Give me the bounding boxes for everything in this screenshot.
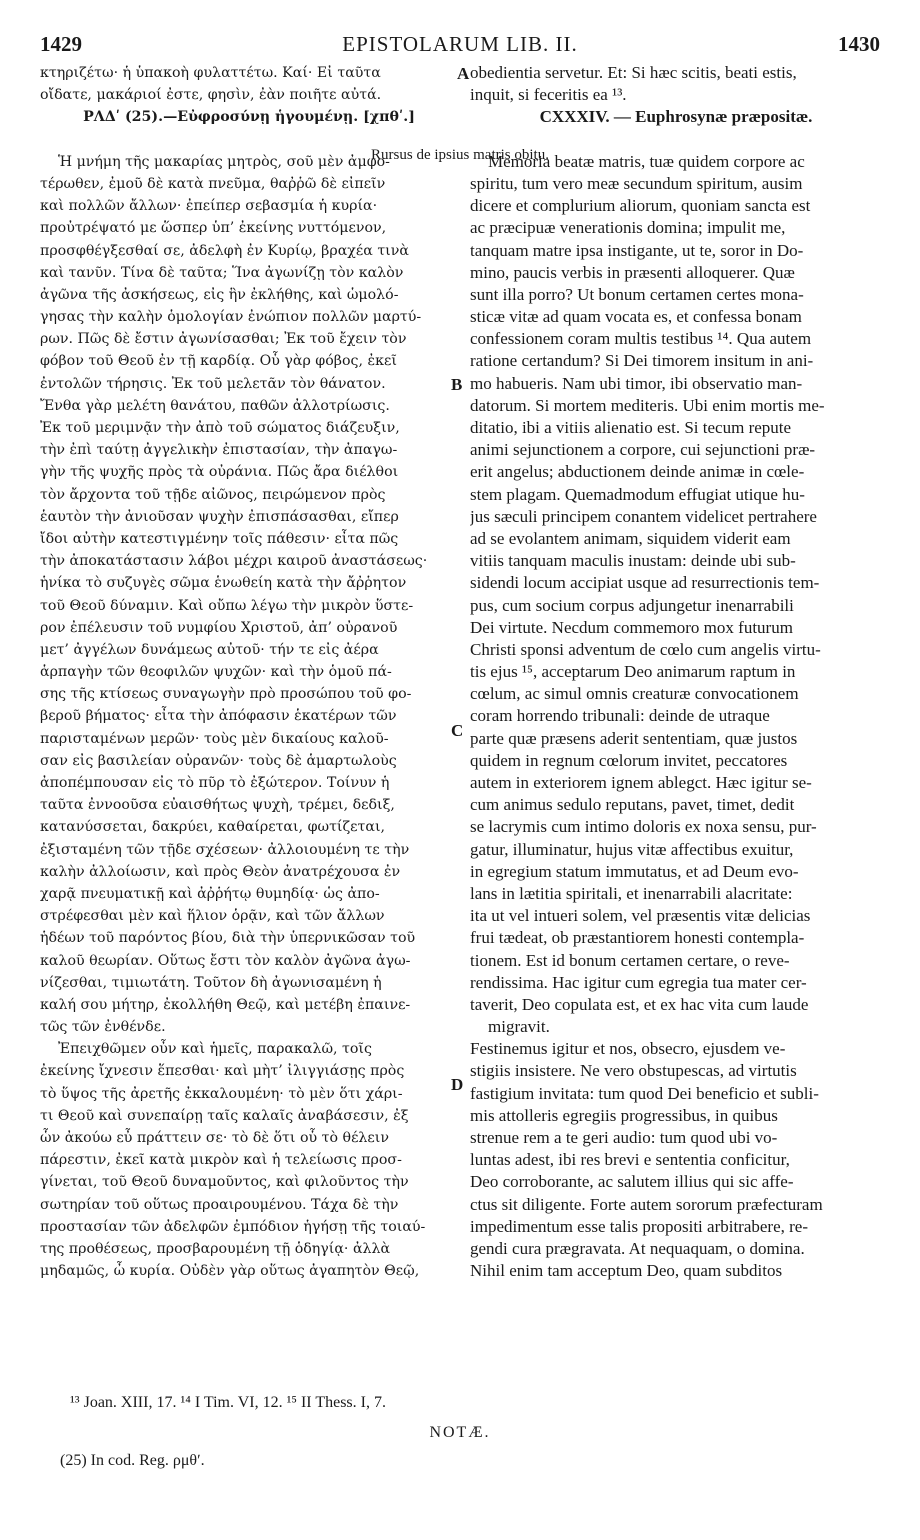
right-page-number: 1430 [838,32,880,56]
greek-line: μηδαμῶς, ὦ κυρία. Οὐδὲν γὰρ οὕτως ἀγαπητὸν Θεῷ, [40,1263,420,1280]
greek-line: προστασίαν τῶν ἀδελφῶν ἐμπόδιον ἡγήσῃ τῆς τοιαύ- [40,1218,426,1235]
latin-line: strenue rem a te geri audio: tum quod ubi vo- [470,1128,778,1147]
greek-line: ἴδοι αὐτὴν κατεστιγμένην τοῖς πάθεσιν· εἶτα πῶς [40,530,399,547]
latin-line: spiritu, tum vero meæ secundum spiritum, ausim [470,173,803,193]
greek-line: Ἡ μνήμη τῆς μακαρίας μητρὸς, σοῦ μὲν ἀμφο- [58,153,390,170]
latin-line: pus, cum socium corpus adjungetur inenarrabili [470,595,794,615]
greek-line: ρων. Πῶς δὲ ἔστιν ἀγωνίσασθαι; Ἐκ τοῦ ἔχειν τὸν [40,331,407,348]
greek-line: βεροῦ βήματος· εἶτα τὴν ἀπόφασιν ἑκατέρων τῶν [40,708,397,725]
latin-line: se lacrymis cum intimo doloris ex noxa sensu, pur- [470,817,817,837]
latin-line: stigiis insistere. Ne vero obstupescas, ad virtutis [470,1061,797,1081]
latin-line: vitiis tanquam maculis inustam: deinde ubi sub- [470,551,796,571]
latin-line: taverit, Deo copulata est, et ex hac vita cum laude [470,994,809,1014]
greek-line: τέρωθεν, ἐμοῦ δὲ κατὰ πνεῦμα, θαῤῥῶ δὲ εἰπεῖν [40,175,386,192]
greek-line: ἀγῶνα τῆς ἀσκήσεως, εἰς ἣν ἐκλήθης, καὶ ὡμολό- [40,286,399,303]
latin-line: Nihil enim tam acceptum Deo, quam subditos [470,1261,783,1281]
latin-line: quidem in regnum cœlorum invitet, peccatores [470,750,788,770]
greek-line: μετ’ ἀγγέλων δυνάμεως αὐτοῦ· τήν τε εἰς ἀέρα [40,641,379,658]
greek-line: Ἐπειχθῶμεν οὖν καὶ ἡμεῖς, παρακαλῶ, τοῖς [58,1041,372,1058]
latin-line: autem in exteriorem ignem ablegct. Hæc igitur se- [470,773,812,792]
greek-line: Ἔνθα γὰρ μελέτη θανάτου, παθῶν ἀλλοτρίωσις. [40,397,390,414]
latin-line: Memoria beatæ matris, tuæ quidem corpore ac [488,151,805,171]
letter-subtitle: Rursus de ipsius matris obitu. [371,147,549,163]
note-25: (25) In cod. Reg. ρμθʹ. [60,1452,205,1469]
greek-line: νίζεσθαι, τιμιωτάτη. Τοῦτον δὴ ἀγωνισαμένη ἡ [40,974,382,991]
greek-line: ἐντολῶν τήρησις. Ἐκ τοῦ μελετᾶν τὸν θάνατον. [40,375,386,392]
latin-line: dicere et complurium aliorum, quoniam sancta est [470,196,811,216]
greek-line: τῶς τῶν ἐνθένδε. [40,1019,166,1036]
latin-line: mo habueris. Nam ubi timor, ibi observatio man- [470,373,803,393]
latin-line: lans in lætitia spiritali, et inenarrabili alacritate: [470,883,793,903]
latin-line: rendissima. Hac igitur cum egregia tua mater cer- [470,972,807,992]
greek-line: ἐκείνης ἴχνεσιν ἕπεσθαι· καὶ μὴτ’ ἰλιγγιάσῃς πρὸς [40,1063,405,1080]
greek-line: κτηριζέτω· ἡ ὑπακοὴ φυλαττέτω. Καί· Εἰ ταῦτα [40,65,381,81]
latin-line: mino, paucis verbis in præsenti alloquerer. Quæ [470,262,795,282]
latin-line: in egregium statum immutatus, et ad Deum evo- [470,861,799,881]
greek-line: γὴν τῆς ψυχῆς πρὸς τὰ οὐράνια. Πῶς ἄρα διέλθοι [40,464,399,481]
latin-line: sidendi locum accipiat usque ad resurrectionis tem- [470,573,820,593]
greek-line: τὴν ἀποκατάστασιν λάβοι μέχρι καιροῦ ἀναστάσεως· [40,553,428,570]
greek-line: τι Θεοῦ καὶ συνεπαίρῃ ταῖς καλαῖς ἀναβάσεσιν, ἐξ [40,1107,409,1124]
latin-line: gatur, illuminatur, hujus vitæ affectibus exuitur, [470,839,794,859]
latin-line: obedientia servetur. Et: Si hæc scitis, beati estis, [470,63,797,82]
latin-line: cœlum, ac simul omnis creaturæ convocationem [470,684,799,704]
greek-line: καλή σου μήτηρ, ἐκολλήθη Θεῷ, καὶ μετέβη ἐπαινε- [40,996,411,1013]
latin-line: migravit. [488,1017,550,1037]
footnotes: ¹³ Joan. XIII, 17. ¹⁴ I Tim. VI, 12. ¹⁵ II Thess. I, 7. [70,1394,386,1411]
greek-line: χαρᾷ πνευματικῇ καὶ ἀῤῥήτῳ θυμηδίᾳ· ὡς ἀπο- [40,885,380,902]
greek-line: ἀποπέμπουσαν εἰς τὸ πῦρ τὸ ἐξώτερον. Τοίνυν ἡ [40,775,390,791]
greek-line: γίνεται, τοῦ Θεοῦ δυναμοῦντος, καὶ φιλοῦντος τὴν [40,1174,409,1191]
greek-line: ὧν ἀκούω εὖ πράττειν σε· τὸ δὲ ὅτι οὗ τὸ θέλειν [40,1130,389,1146]
greek-line: ΡΛΔʹ (25).—Εὐφροσύνῃ ἡγουμένῃ. [χπθʹ.] [83,109,415,126]
greek-line: ἡδέων τοῦ παρόντος βίου, διὰ τὴν ὑπερνικῶσαν τοῦ [40,930,416,947]
greek-column [40,62,458,1282]
latin-line: animi sejunctionem a corpore, cui sejunctioni præ- [470,440,816,460]
latin-line: stem plagam. Quemadmodum effugiat utique hu- [470,484,805,504]
greek-line: τοῦ Θεοῦ δύναμιν. Καὶ οὔπω λέγω τὴν μικρὸν ὕστε- [40,597,414,614]
latin-line: Festinemus igitur et nos, obsecro, ejusdem ve- [470,1039,786,1059]
greek-line: προὐτρέψατό με ὥσπερ ὑπ’ ἐκείνης νυττόμενον, [40,220,387,237]
latin-line: parte quæ præsens aderit sententiam, quæ justos [470,728,798,748]
latin-line: ratione certandum? Si Dei timorem insitum in ani- [470,351,814,371]
latin-line: confessionem coram multis testibus ¹⁴. Qua autem [470,329,812,349]
greek-line: Ἐκ τοῦ μεριμνᾷν τὴν ἀπὸ τοῦ σώματος διάζευξιν, [40,420,400,436]
latin-line: Deo corroborante, ac salutem illius qui sic affe- [470,1172,794,1192]
greek-line: γησας τὴν καλὴν ὁμολογίαν ἐνώπιον πολλῶν μαρτύ- [40,309,422,326]
latin-line: ditatio, ibi a vitiis alienatio est. Si tecum repute [470,418,792,437]
greek-line: ἐξισταμένη τῶν τῇδε σχέσεων· ἀλλοιουμένη τε τὴν [40,841,410,858]
greek-line: καλὴν ἀλλοίωσιν, καὶ πρὸς Θεὸν ἀνατρέχουσα ἐν [40,863,401,880]
latin-line: ac præcipuæ venerationis domina; impulit me, [470,218,786,238]
greek-line: τὸ ὕψος τῆς ἀρετῆς ἐκκαλουμένη· τὸ μὲν ὅτι χάρι- [40,1085,403,1102]
latin-line: fastigium invitata: tum quod Dei beneficio et subli- [470,1083,819,1103]
latin-line: inquit, si feceritis ea ¹³. [470,85,627,105]
latin-line: tionem. Est id bonum certamen certare, o reve- [470,950,790,970]
latin-line: luntas adest, ibi res brevi e sententia conficitur, [470,1150,790,1170]
running-title: EPISTOLARUM LIB. II. [342,32,578,56]
greek-line: οἴδατε, μακάριοί ἐστε, φησὶν, ἐὰν ποιῆτε αὐτά. [40,87,382,104]
latin-column [470,62,882,1282]
greek-line: καὶ πολλῶν ἄλλων· ἐπείπερ σεβασμία ἡ κυρία· [40,198,378,215]
greek-line: ἡνίκα τὸ συζυγὲς σῶμα ἑνωθείη κατὰ τὴν ἄῤῥητον [40,575,407,592]
greek-line: τὸν ἄρχοντα τοῦ τῇδε αἰῶνος, πειρώμενον πρὸς [40,486,386,503]
margin-letter-c: C [451,721,464,740]
notae-heading: NOTÆ. [429,1424,491,1441]
greek-line: κατανύσσεται, δακρύει, καθαίρεται, φωτίζεται, [40,819,386,836]
greek-line: σωτηρίαν τοῦ οὕτως προαιρουμένου. Τάχα δὲ τὴν [40,1196,399,1213]
left-page-number: 1429 [40,32,82,56]
greek-line: ἑαυτὸν τὴν ἀνιοῦσαν ψυχὴν ἐπισπάσασθαι, εἴπερ [40,508,399,525]
greek-line: καλοῦ θεωρίαν. Οὕτως ἔστι τὸν καλὸν ἀγῶνα ἀγω- [40,952,411,969]
greek-line: σης τῆς κτίσεως συναγωγὴν πρὸ προσώπου τοῦ φο- [40,686,412,703]
latin-line: impedimentum esse talis propositi arbitrabere, re- [470,1216,809,1236]
greek-line: προσφθέγξεσθαί σε, ἀδελφὴ ἐν Κυρίῳ, βραχέα τινὰ [40,242,409,259]
margin-letter-a: A [457,64,470,83]
greek-line: παρισταμένων μερῶν· τοὺς μὲν δικαίους καλοῦ- [40,730,389,747]
latin-line: tis ejus ¹⁵, acceptarum Deo animarum raptum in [470,662,796,682]
latin-line: Dei virtute. Necdum commemoro mox futurum [470,617,793,637]
latin-line: tanquam matre ipsa instigante, ut te, soror in Do- [470,240,804,260]
latin-line: CXXXIV. — Euphrosynæ præpositæ. [539,107,813,127]
latin-line: jus sæculi principem conantem videlicet pertrahere [470,506,817,526]
latin-line: Christi sponsi adventum de cœlo cum angelis virtu- [470,639,821,659]
latin-line: erit angelus; abductionem deinde animæ in cœle- [470,462,805,482]
page-header [40,32,880,58]
greek-line: φόβον τοῦ Θεοῦ ἐν τῇ καρδίᾳ. Οὗ γὰρ φόβος, ἐκεῖ [40,353,397,370]
greek-line: τὴν ἐπὶ ταύτῃ ἀγγελικὴν ἐπιστασίαν, τὴν ἀπαγω- [40,442,398,459]
latin-line: mis attolleris egregiis progressibus, in quibus [470,1105,778,1125]
latin-line: datorum. Si mortem mediteris. Ubi enim mortis me- [470,395,825,415]
margin-letter-d: D [451,1075,464,1094]
latin-line: sticæ vitæ ad quam vocata es, et confessa bonam [470,307,802,327]
greek-line: ἁρπαγὴν τῶν θεοφιλῶν ψυχῶν· καὶ τὴν ὁμοῦ πά- [40,664,392,681]
greek-line: σαν εἰς βασιλείαν οὐρανῶν· τοὺς δὲ ἁμαρτωλοὺς [40,752,397,769]
greek-line: πάρεστιν, ἐκεῖ κατὰ μικρὸν καὶ ἡ τελείωσις προσ- [40,1152,402,1169]
greek-line: ρον ἐπέλευσιν τοῦ νυμφίου Χριστοῦ, ἀπ’ οὐρανοῦ [40,619,398,636]
latin-line: ctus sit diligente. Forte autem sororum præfecturam [470,1194,823,1214]
greek-line: στρέφεσθαι μὲν καὶ ἥλιον ὁρᾷν, καὶ τῶν ἄλλων [40,908,385,925]
greek-line: καὶ τανῦν. Τίνα δὲ ταῦτα; Ἵνα ἀγωνίζῃ τὸν καλὸν [40,264,404,281]
latin-line: ad se evolantem animam, siquidem viderit eam [470,528,791,548]
greek-line: της προθέσεως, προσβαρουμένη τῇ ὁδηγίᾳ· ἀλλὰ [40,1240,391,1257]
margin-letter-b: B [451,375,463,394]
latin-line: coram horrendo tribunali: deinde de utraque [470,706,770,726]
latin-line: ita ut vel intueri solem, vel præsentis vitæ delicias [470,906,811,926]
latin-line: cum animus sedulo reputans, pavet, timet, dedit [470,795,795,815]
greek-line: ταῦτα ἐννοοῦσα εὐαισθήτως ψυχὴ, τρέμει, δεδιξ, [40,797,395,814]
latin-line: sunt illa porro? Ut bonum certamen certes mona- [470,284,804,304]
latin-line: frui tædeat, ob præstantiorem honesti contempla- [470,928,805,948]
latin-line: gendi cura prægravata. At nequaquam, o domina. [470,1238,805,1258]
